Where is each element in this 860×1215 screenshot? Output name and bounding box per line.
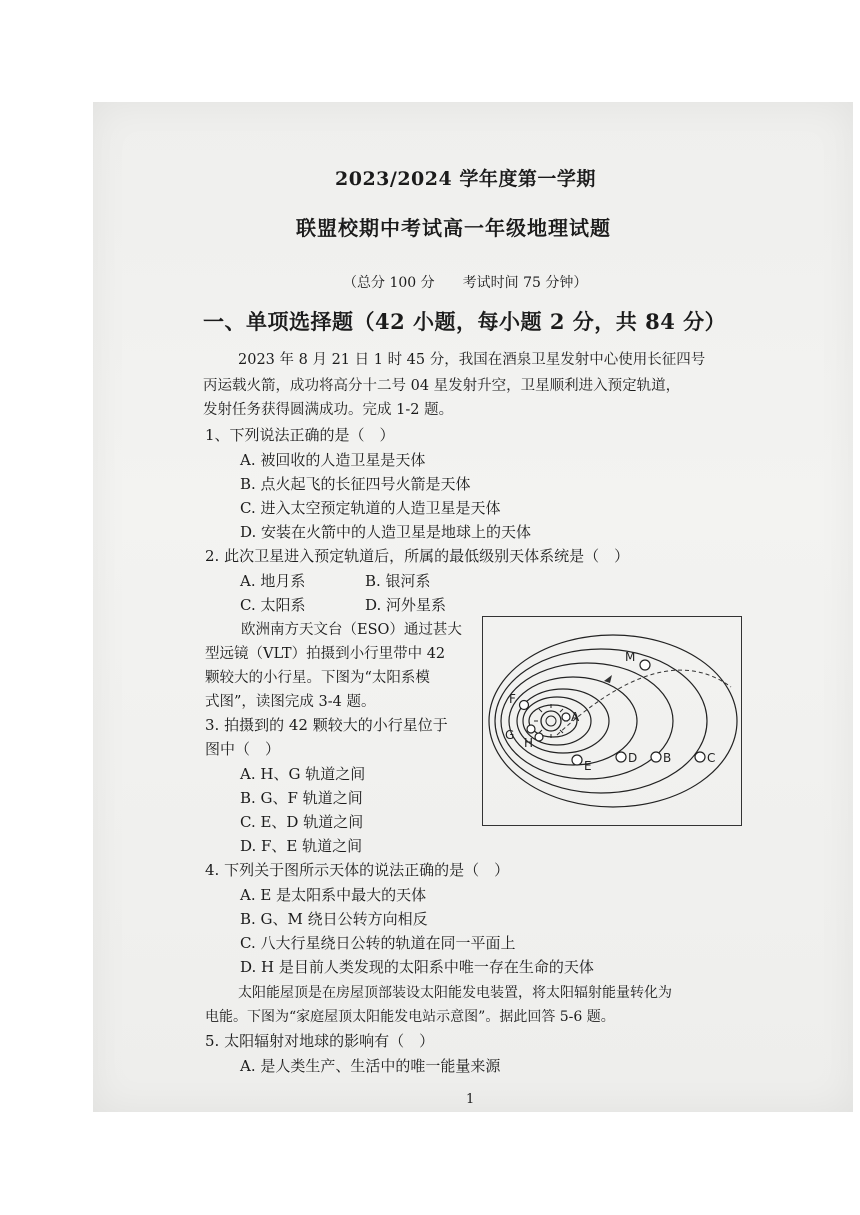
question-3-stem-line-1: 3. 拍摄到的 42 颗较大的小行星位于 [205, 716, 448, 734]
question-2-option-a: A. 地月系 [240, 572, 306, 590]
question-1-option-d: D. 安装在火箭中的人造卫星是地球上的天体 [240, 523, 532, 541]
question-4-option-c: C. 八大行星绕日公转的轨道在同一平面上 [240, 934, 516, 952]
label-d: D [628, 751, 638, 765]
label-g: G [505, 728, 515, 742]
question-2-option-c: C. 太阳系 [240, 596, 306, 614]
exam-title-term: 2023/2024 学年度第一学期 [335, 168, 596, 190]
question-1-option-c: C. 进入太空预定轨道的人造卫星是天体 [240, 499, 501, 517]
question-5-option-a: A. 是人类生产、生活中的唯一能量来源 [240, 1057, 501, 1075]
question-4-option-b: B. G、M 绕日公转方向相反 [240, 910, 428, 928]
planet-d [616, 752, 626, 762]
question-1-stem: 1、下列说法正确的是（ ） [205, 426, 395, 444]
passage1-line-2: 丙运载火箭，成功将高分十二号 04 星发射升空，卫星顺利进入预定轨道， [203, 378, 681, 394]
solar-system-diagram [482, 616, 742, 826]
label-f: F [509, 692, 516, 706]
question-4-stem: 4. 下列关于图所示天体的说法正确的是（ ） [205, 861, 510, 879]
passage2-line-3: 颗较大的小行星。下图为“太阳系模 [205, 670, 430, 686]
question-1-option-b: B. 点火起飞的长征四号火箭是天体 [240, 475, 471, 493]
comet-direction-arrow-icon [604, 675, 612, 683]
label-a: A [571, 710, 580, 724]
section-heading: 一、单项选择题（42 小题，每小题 2 分，共 84 分） [203, 309, 727, 334]
question-3-option-a: A. H、G 轨道之间 [240, 765, 366, 783]
label-b: B [663, 751, 672, 765]
label-m: M [625, 650, 636, 664]
label-c: C [707, 751, 716, 765]
exam-sheet [93, 102, 853, 1112]
exam-title: 联盟校期中考试高一年级地理试题 [296, 216, 611, 240]
planet-f [520, 701, 529, 710]
comet-path [557, 670, 731, 735]
passage1-line-3: 发射任务获得圆满成功。完成 1-2 题。 [203, 402, 454, 418]
question-1-option-a: A. 被回收的人造卫星是天体 [240, 451, 426, 469]
question-2-stem: 2. 此次卫星进入预定轨道后，所属的最低级别天体系统是（ ） [205, 547, 630, 565]
question-3-option-d: D. F、E 轨道之间 [240, 837, 363, 855]
question-2-option-b: B. 银河系 [365, 572, 431, 590]
planet-h [535, 733, 543, 741]
question-3-stem-line-2: 图中（ ） [205, 740, 281, 758]
passage2-line-1: 欧洲南方天文台（ESO）通过甚大 [241, 622, 462, 638]
planet-c [695, 752, 705, 762]
question-4-option-d: D. H 是目前人类发现的太阳系中唯一存在生命的天体 [240, 958, 594, 976]
exam-meta: （总分 100 分 考试时间 75 分钟） [343, 275, 588, 291]
question-2-option-d: D. 河外星系 [365, 596, 447, 614]
passage1-line-1: 2023 年 8 月 21 日 1 时 45 分，我国在酒泉卫星发射中心使用长征四号 [238, 352, 706, 368]
planet-g [527, 725, 535, 733]
sun-core-icon [546, 716, 556, 726]
comet-m [640, 660, 650, 670]
question-3-option-c: C. E、D 轨道之间 [240, 813, 364, 831]
passage3-line-1: 太阳能屋顶是在房屋顶部装设太阳能发电装置，将太阳辐射能量转化为 [238, 985, 672, 1001]
sun-icon [541, 711, 561, 731]
page-number: 1 [466, 1092, 475, 1107]
question-3-option-b: B. G、F 轨道之间 [240, 789, 363, 807]
planet-a [562, 713, 570, 721]
passage2-line-4: 式图”，读图完成 3-4 题。 [205, 694, 376, 710]
question-4-option-a: A. E 是太阳系中最大的天体 [240, 886, 427, 904]
planet-b [651, 752, 661, 762]
question-5-stem: 5. 太阳辐射对地球的影响有（ ） [205, 1032, 435, 1050]
planet-orbits [489, 635, 737, 807]
label-e: E [584, 759, 592, 773]
label-h: H [524, 736, 534, 750]
passage2-line-2: 型远镜（VLT）拍摄到小行里带中 42 [205, 646, 446, 662]
passage3-line-2: 电能。下图为“家庭屋顶太阳能发电站示意图”。据此回答 5-6 题。 [205, 1009, 615, 1025]
planets [520, 660, 706, 765]
planet-e [572, 755, 582, 765]
solar-system-svg [483, 617, 741, 825]
